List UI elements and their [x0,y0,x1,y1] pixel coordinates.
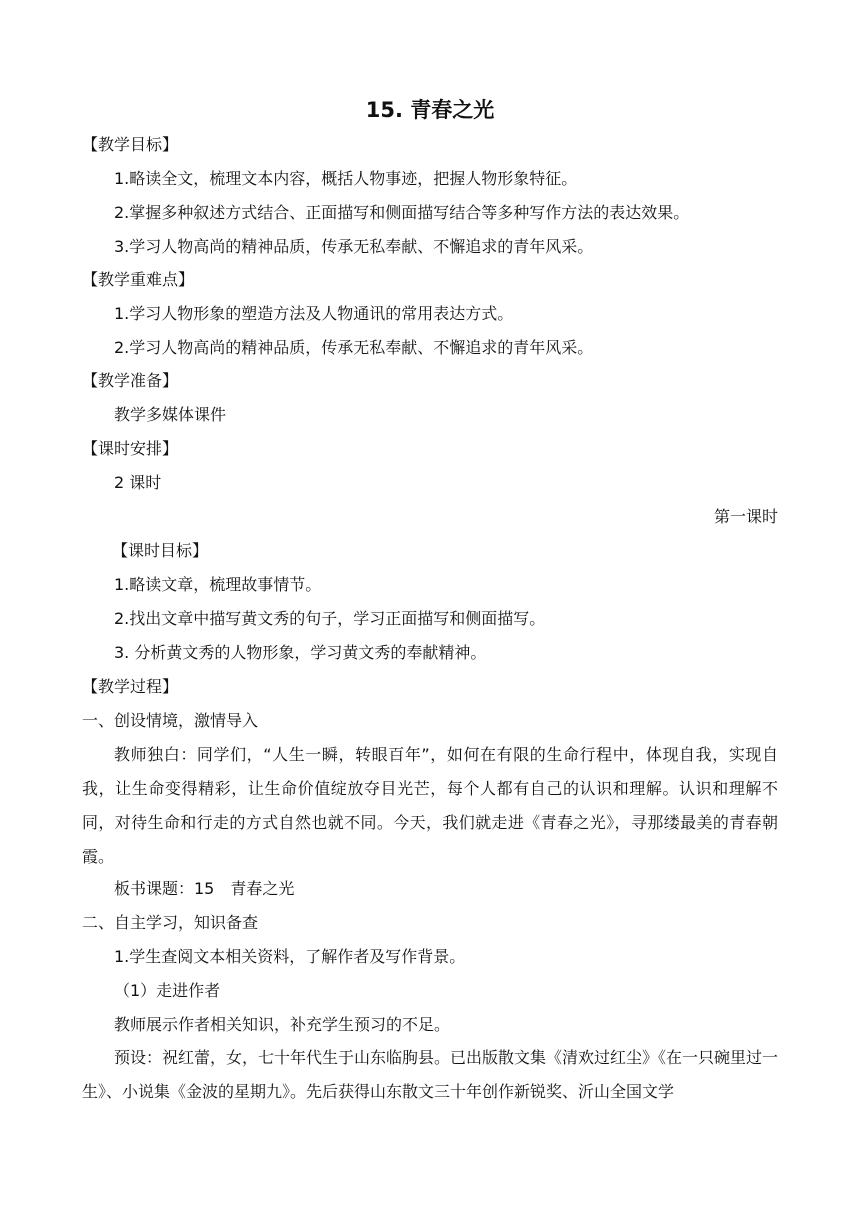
lesson-goal-item-1: 1.略读文章，梳理故事情节。 [114,575,322,594]
step1-paragraph: 教师独白：同学们，“人生一瞬，转眼百年”，如何在有限的生命行程中，体现自我，实现自我，让生命变得精彩，让生命价值绽放夺目光芒，每个人都有自己的认识和理解。认识和理解不同，对待生命和行走的方式自然也就不同。今天，我们就走进《青春之光》，寻那缕最美的青春朝霞。 [82,745,778,866]
step1-title: 一、创设情境，激情导入 [82,711,259,730]
objective-item-2: 2.掌握多种叙述方式结合、正面描写和侧面描写结合等多种写作方法的表达效果。 [114,203,690,222]
preset-paragraph: 预设：祝红蕾，女，七十年代生于山东临朐县。已出版散文集《清欢过红尘》《在一只碗里过一生》、小说集《金波的星期九》。先后获得山东散文三十年创作新锐奖、沂山全国文学 [82,1048,779,1101]
document-title: 15. 青春之光 [365,98,495,122]
objectives-header: 【教学目标】 [82,135,179,154]
keypoint-item-1: 1.学习人物形象的塑造方法及人物通讯的常用表达方式。 [114,304,514,323]
board-title: 板书课题：15 青春之光 [114,879,295,898]
schedule-text: 2 课时 [114,473,162,492]
lesson-goal-item-3: 3. 分析黄文秀的人物形象，学习黄文秀的奉献精神。 [114,643,487,662]
lesson-goal-item-2: 2.找出文章中描写黄文秀的句子，学习正面描写和侧面描写。 [114,609,546,628]
objective-item-3: 3.学习人物高尚的精神品质，传承无私奉献、不懈追求的青年风采。 [114,237,594,256]
process-header: 【教学过程】 [82,677,179,696]
objective-item-1: 1.略读全文，梳理文本内容，概括人物事迹，把握人物形象特征。 [114,169,578,188]
lesson-label: 第一课时 [713,507,778,526]
prep-text: 教学多媒体课件 [114,405,227,424]
step2-sub-1: （1）走进作者 [114,981,221,1000]
lesson-goal-header: 【课时目标】 [112,541,209,560]
step2-item-1: 1.学生查阅文本相关资料，了解作者及写作背景。 [114,947,466,966]
keypoint-item-2: 2.学习人物高尚的精神品质，传承无私奉献、不懈追求的青年风采。 [114,338,594,357]
schedule-header: 【课时安排】 [82,439,179,458]
keypoints-header: 【教学重难点】 [82,270,195,289]
prep-header: 【教学准备】 [82,371,179,390]
step2-teacher-text: 教师展示作者相关知识，补充学生预习的不足。 [114,1015,451,1034]
step2-title: 二、自主学习，知识备查 [82,913,259,932]
